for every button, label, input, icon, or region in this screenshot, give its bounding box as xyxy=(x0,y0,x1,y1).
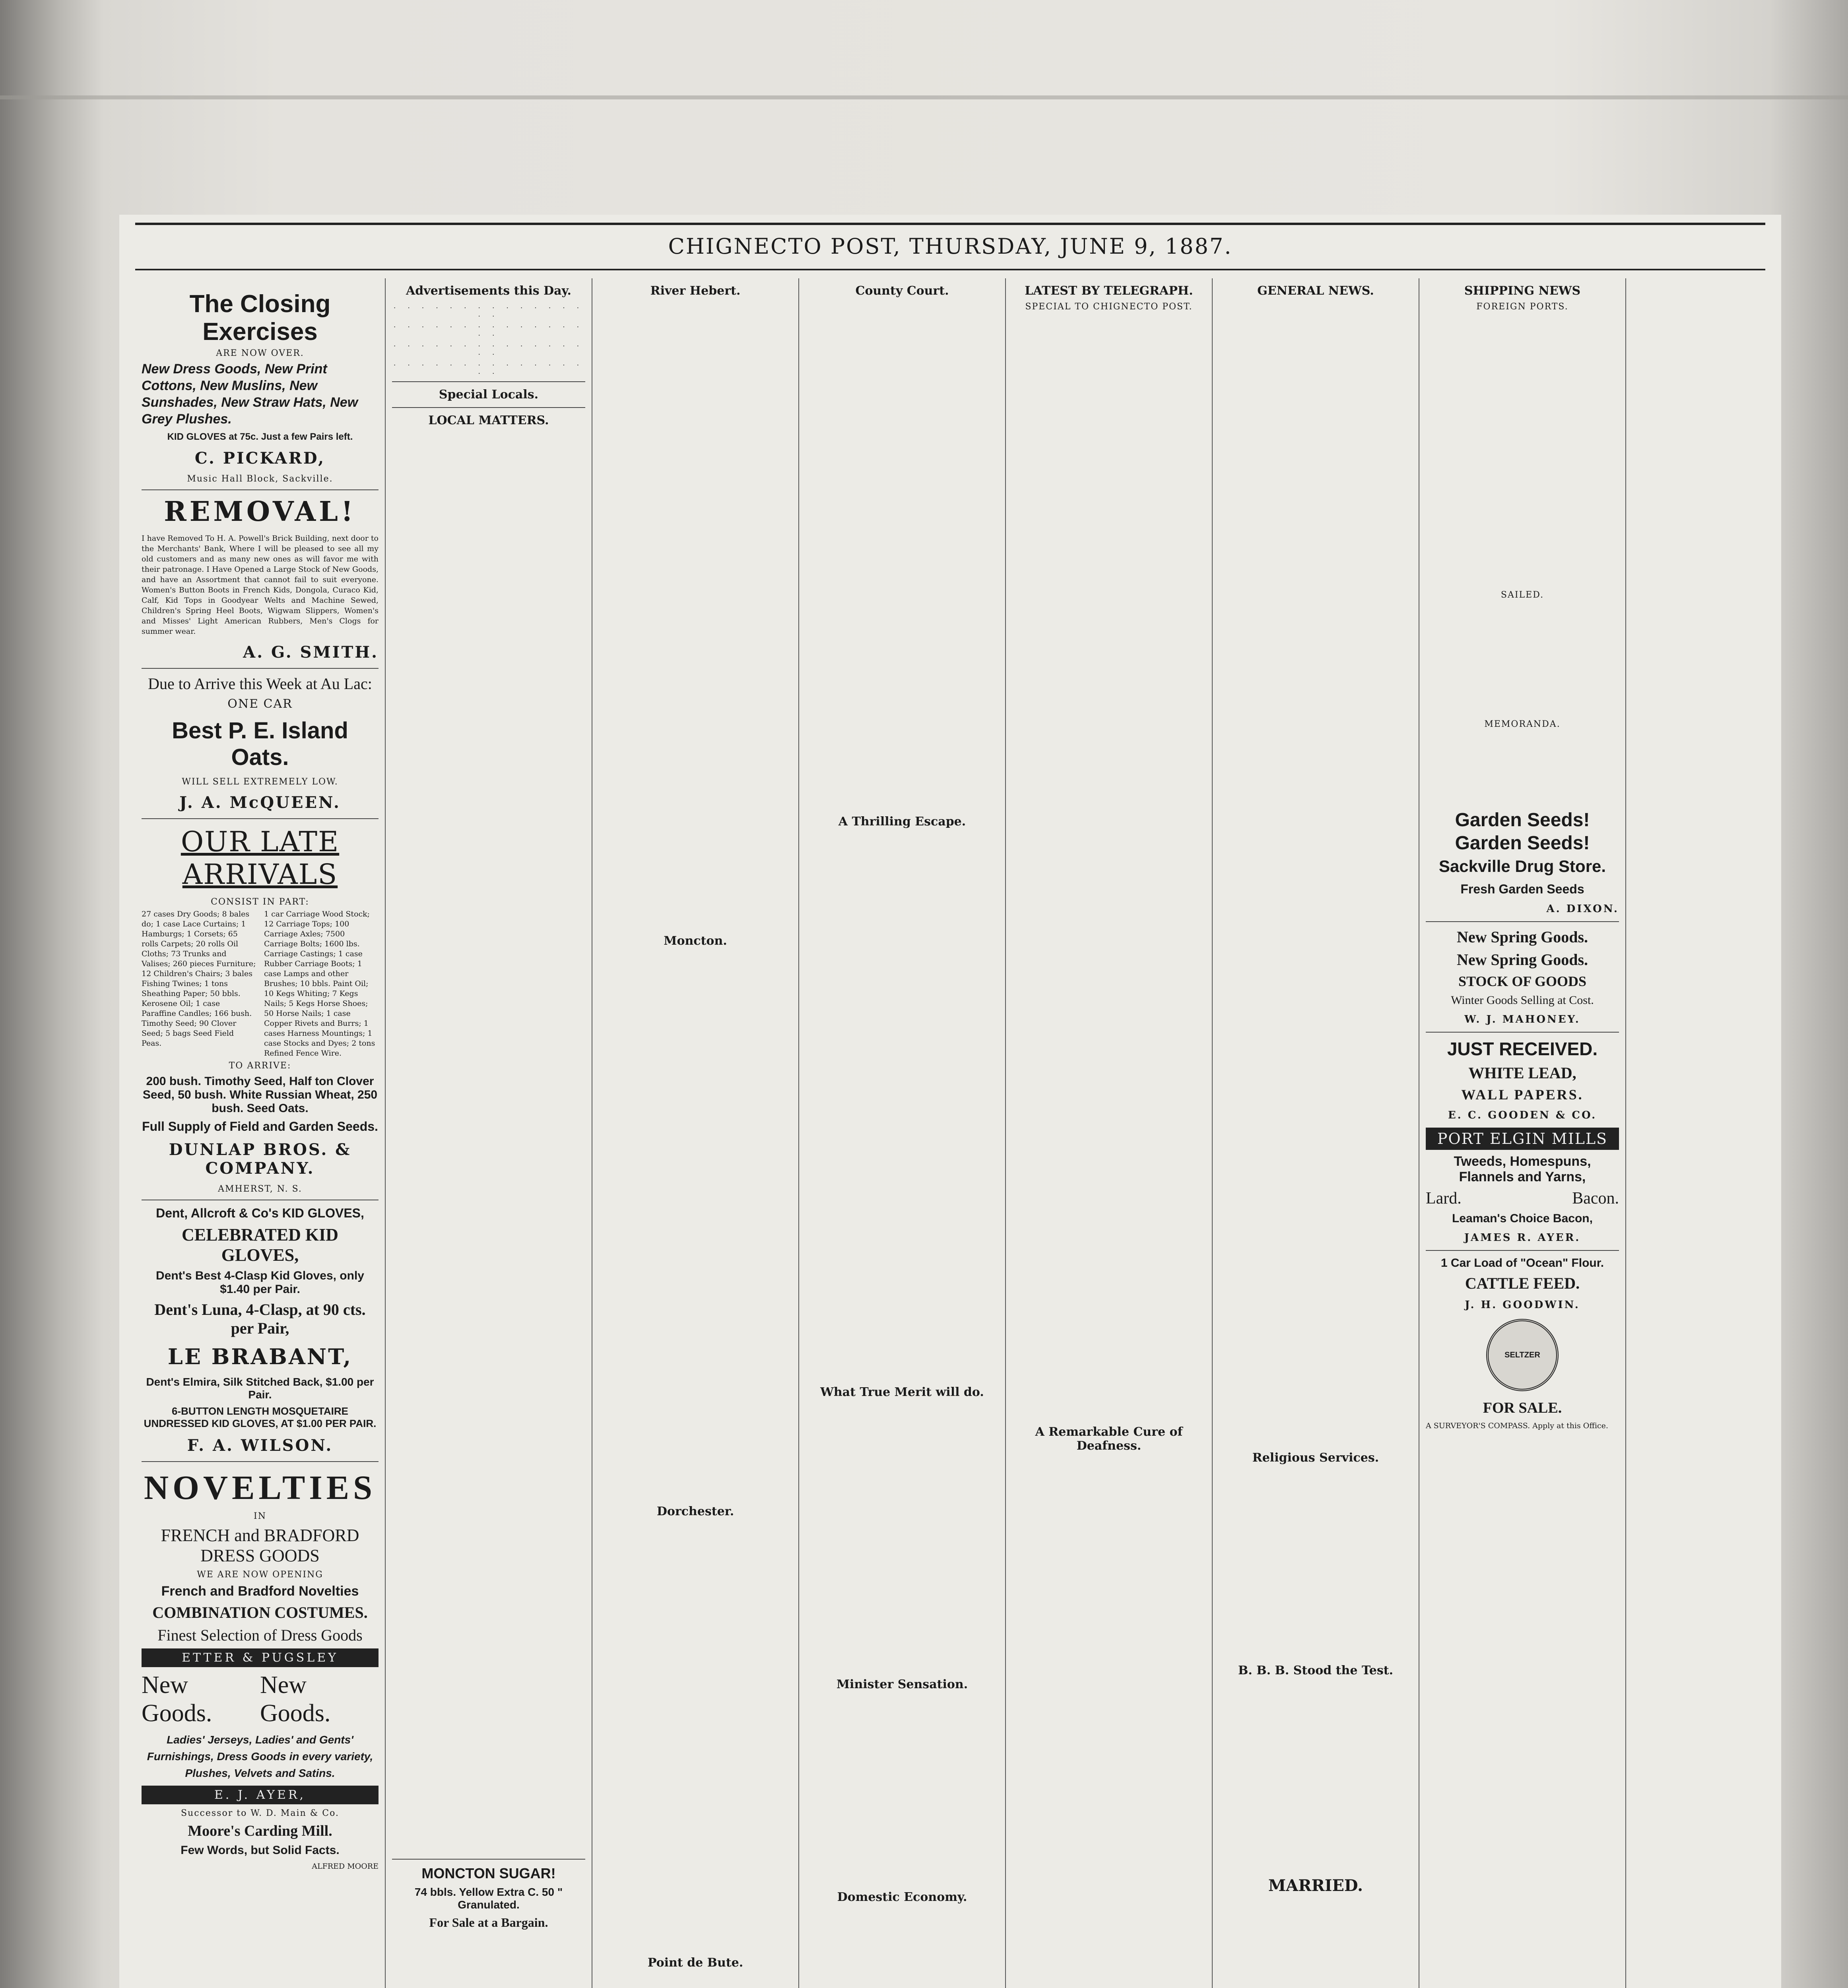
celebrated: CELEBRATED KID GLOVES, xyxy=(181,1225,339,1265)
memoranda: MEMORANDA. xyxy=(1484,719,1561,729)
moncton-head: Moncton. xyxy=(664,934,727,948)
new-goods-left: New Goods. xyxy=(142,1672,212,1727)
sell-low: WILL SELL EXTREMELY LOW. xyxy=(182,777,338,787)
general-news: GENERAL NEWS. xyxy=(1257,284,1374,298)
timothy: 200 bush. Timothy Seed, Half ton Clover Seed, 50 bush. White Russian Wheat, 250 bush. Seed Oats. xyxy=(142,1075,378,1115)
religious: Religious Services. xyxy=(1252,1451,1379,1465)
ayer-sub: Successor to W. D. Main & Co. xyxy=(181,1808,339,1818)
pickard: C. PICKARD, xyxy=(194,449,326,468)
etter-pugsley: ETTER & PUGSLEY xyxy=(142,1648,379,1667)
arrivals: OUR LATE ARRIVALS xyxy=(181,825,340,891)
winter-goods: Winter Goods Selling at Cost. xyxy=(1451,994,1594,1007)
novelties: NOVELTIES xyxy=(144,1468,376,1507)
just-received: JUST RECEIVED. xyxy=(1447,1039,1598,1059)
economy: Domestic Economy. xyxy=(837,1890,967,1904)
elmira: Dent's Elmira, Silk Stitched Back, $1.00 per Pair. xyxy=(146,1376,374,1401)
oats: Best P. E. Island Oats. xyxy=(172,718,348,770)
wall-papers: WALL PAPERS. xyxy=(1461,1087,1584,1103)
arrivals-right: 1 car Carriage Wood Stock; 12 Carriage Tops; 100 Carriage Axles; 7500 Carriage Bolts; 1600 lbs. Carriage Castings; 1 case Rubber Carriage Boots; 1 case Lamps and other Brushes; 10 bbls. Paint Oil; 10 Kegs Whiting; 7 Kegs Nails; 5 Kegs Horse Shoes; 50 Horse Nails; 1 case Copper Rivets and Burrs; 1 cases Harness Mountings; 1 case Stocks and Dyes; 2 tons Refined Fence Wire. xyxy=(264,910,375,1058)
alfred: ALFRED MOORE xyxy=(312,1862,379,1871)
masthead: CHIGNECTO POST, THURSDAY, JUNE 9, 1887. xyxy=(135,223,1765,270)
sale-bargain: For Sale at a Bargain. xyxy=(429,1915,548,1930)
new-spring-2: New Spring Goods. xyxy=(1456,951,1588,969)
column-3 xyxy=(592,278,799,1988)
sailed: SAILED. xyxy=(1501,590,1544,600)
dents-luna: Dent's Luna, 4-Clasp, at 90 cts. per Pair, xyxy=(154,1301,366,1337)
fresh-seeds: Fresh Garden Seeds xyxy=(1460,882,1584,896)
dixon: A. DIXON. xyxy=(1546,903,1619,915)
ocean-flour: 1 Car Load of "Ocean" Flour. xyxy=(1440,1256,1604,1270)
carding: Moore's Carding Mill. xyxy=(188,1823,332,1839)
brabant: LE BRABANT, xyxy=(167,1344,353,1369)
seltzer-seal: SELTZER xyxy=(1486,1319,1559,1391)
now-opening: WE ARE NOW OPENING xyxy=(197,1570,323,1580)
arrivals-list xyxy=(142,909,379,1058)
fold-line xyxy=(0,95,1848,99)
what-true: What True Merit will do. xyxy=(820,1385,984,1399)
mahoney: W. J. MAHONEY. xyxy=(1464,1013,1580,1025)
bacon: Bacon. xyxy=(1572,1189,1619,1208)
dunlap: DUNLAP BROS. & COMPANY. xyxy=(169,1140,351,1178)
smith: A. G. SMITH. xyxy=(243,643,379,662)
novelties-in: IN xyxy=(254,1511,266,1521)
column-1 xyxy=(135,278,386,1988)
foreign: FOREIGN PORTS. xyxy=(1476,302,1568,312)
new-goods-right: New Goods. xyxy=(260,1672,331,1727)
shipping: SHIPPING NEWS xyxy=(1464,284,1581,298)
adv-title: Advertisements this Day. xyxy=(406,284,571,298)
county-court: County Court. xyxy=(855,284,949,298)
column-2: Advertisements this Day. . . . . . . . . . . . . . . . . . . . . . . . . . . . . . . . . . . . . . . . . . . . . . . . . . . . . . . . . . . . . . . . . Special Locals. LOCAL MATTERS. MONCTON SUGAR! 74 bbls. Yellow Extra C. 50 " Granulated. For Sale at a Bargain. xyxy=(386,278,592,1988)
french-bradford: FRENCH and BRADFORD DRESS GOODS xyxy=(161,1526,359,1565)
deafness-cure: A Remarkable Cure of Deafness. xyxy=(1035,1425,1183,1453)
port-elgin: PORT ELGIN MILLS xyxy=(1426,1128,1619,1150)
closing-title: The Closing Exercises xyxy=(189,290,331,346)
divider xyxy=(142,1461,379,1462)
column-4 xyxy=(799,278,1006,1988)
tweeds: Tweeds, Homespuns, Flannels and Yarns, xyxy=(1454,1154,1591,1184)
telegraph: LATEST BY TELEGRAPH. xyxy=(1025,284,1193,298)
river-hebert: River Hebert. xyxy=(650,284,741,298)
column-8 xyxy=(1626,278,1765,1988)
ladies: Ladies' Jerseys, Ladies' and Gents' Furnishings, Dress Goods in every variety, Plushes, Velvets and Satins. xyxy=(147,1734,373,1779)
lard: Lard. xyxy=(1426,1189,1462,1208)
special-post: SPECIAL TO CHIGNECTO POST. xyxy=(1025,302,1193,312)
dents-4: Dent's Best 4-Clasp Kid Gloves, only $1.40 per Pair. xyxy=(156,1269,364,1296)
newspaper-page xyxy=(119,215,1781,1988)
closing-sub: ARE NOW OVER. xyxy=(216,348,304,358)
kid-gloves: KID GLOVES at 75c. Just a few Pairs left. xyxy=(167,431,353,442)
divider xyxy=(142,489,379,490)
goodwin: J. H. GOODWIN. xyxy=(1465,1299,1580,1311)
new-goods: New Dress Goods, New Print Cottons, New Muslins, New Sunshades, New Straw Hats, New Grey Plushes. xyxy=(142,361,358,427)
due-arrive: Due to Arrive this Week at Au Lac: xyxy=(148,675,372,693)
column-7 xyxy=(1419,278,1626,1988)
arrivals-left: 27 cases Dry Goods; 8 bales do; 1 case Lace Curtains; 1 Hamburgs; 1 Corsets; 65 rolls Carpets; 20 rolls Oil Cloths; 73 Trunks and Valises; 260 pieces Furniture; 12 Children's Chairs; 3 bales Fishing Twines; 1 tons Sheathing Paper; 50 bbls. Kerosene Oil; 1 case Paraffine Candles; 166 bush. Timothy Seed; 90 Clover Seed; 5 bags Seed Field Peas. xyxy=(142,910,256,1048)
pickard-addr: Music Hall Block, Sackville. xyxy=(187,474,333,484)
point-bute: Point de Bute. xyxy=(647,1956,743,1970)
column-5 xyxy=(1006,278,1213,1988)
columns xyxy=(135,278,1765,1988)
amherst: AMHERST, N. S. xyxy=(218,1184,302,1194)
white-lead: WHITE LEAD, xyxy=(1468,1064,1576,1082)
divider xyxy=(142,668,379,669)
consist: CONSIST IN PART: xyxy=(211,897,309,907)
french-novelties: French and Bradford Novelties xyxy=(161,1584,359,1599)
local-matters: LOCAL MATTERS. xyxy=(428,414,549,427)
removal-heading: REMOVAL! xyxy=(164,496,356,528)
wilson: F. A. WILSON. xyxy=(187,1436,333,1455)
lard-bacon xyxy=(1426,1189,1619,1208)
sensation: Minister Sensation. xyxy=(836,1677,968,1691)
one-car: ONE CAR xyxy=(227,697,293,711)
yellow: 74 bbls. Yellow Extra C. 50 " Granulated. xyxy=(414,1886,563,1911)
removal-text: I have Removed To H. A. Powell's Brick Building, next door to the Merchants' Bank, Where I will be pleased to see all my old customers and as many new ones as will favor me with their patronage. I Have Opened a Large Stock of New Goods, and have an Assortment that cannot fail to suit everyone. Women's Button Boots in French Kids, Dongola, Curaco Kid, Calf, Kid Tops in Goodyear Welts and Machine Sewed, Children's Spring Heel Boots, Wigwam Slippers, Women's and Misses' Light American Rubbers, Men's Clogs for summer wear. xyxy=(142,534,379,636)
stock-goods: STOCK OF GOODS xyxy=(1458,973,1587,989)
new-spring-1: New Spring Goods. xyxy=(1456,928,1588,946)
ayer: E. J. AYER, xyxy=(142,1786,379,1804)
moncton-sugar: MONCTON SUGAR! xyxy=(421,1865,556,1881)
mousquetaire: 6-BUTTON LENGTH MOSQUETAIRE UNDRESSED KID GLOVES, AT $1.00 PER PAIR. xyxy=(144,1405,377,1429)
bbb: B. B. B. Stood the Test. xyxy=(1238,1664,1394,1677)
mcqueen: J. A. McQUEEN. xyxy=(179,793,341,812)
special-locals: Special Locals. xyxy=(439,388,539,402)
divider xyxy=(142,818,379,819)
garden-2: Garden Seeds! xyxy=(1455,833,1590,854)
choice-bacon: Leaman's Choice Bacon, xyxy=(1452,1212,1593,1225)
combination: COMBINATION COSTUMES. xyxy=(152,1604,368,1621)
for-sale: FOR SALE. xyxy=(1483,1400,1562,1416)
dotted-list: . . . . . . . . . . . . . . . . xyxy=(393,302,584,318)
dorchester: Dorchester. xyxy=(656,1505,734,1518)
to-arrive: TO ARRIVE: xyxy=(229,1061,291,1071)
gooden: E. C. GOODEN & CO. xyxy=(1448,1109,1597,1121)
drug-store: Sackville Drug Store. xyxy=(1438,857,1606,876)
surveyor: A SURVEYOR'S COMPASS. Apply at this Office. xyxy=(1426,1421,1608,1430)
james-ayer: JAMES R. AYER. xyxy=(1464,1232,1581,1244)
finest: Finest Selection of Dress Goods xyxy=(157,1626,363,1644)
full-supply: Full Supply of Field and Garden Seeds. xyxy=(142,1119,378,1134)
cattle-feed: CATTLE FEED. xyxy=(1465,1274,1580,1292)
few-words: Few Words, but Solid Facts. xyxy=(181,1844,340,1857)
married: MARRIED. xyxy=(1268,1876,1363,1895)
thrilling: A Thrilling Escape. xyxy=(838,815,966,829)
garden-1: Garden Seeds! xyxy=(1455,810,1590,831)
column-6 xyxy=(1213,278,1419,1988)
new-goods-line xyxy=(142,1671,379,1728)
dent-gloves: Dent, Allcroft & Co's KID GLOVES, xyxy=(156,1206,364,1220)
